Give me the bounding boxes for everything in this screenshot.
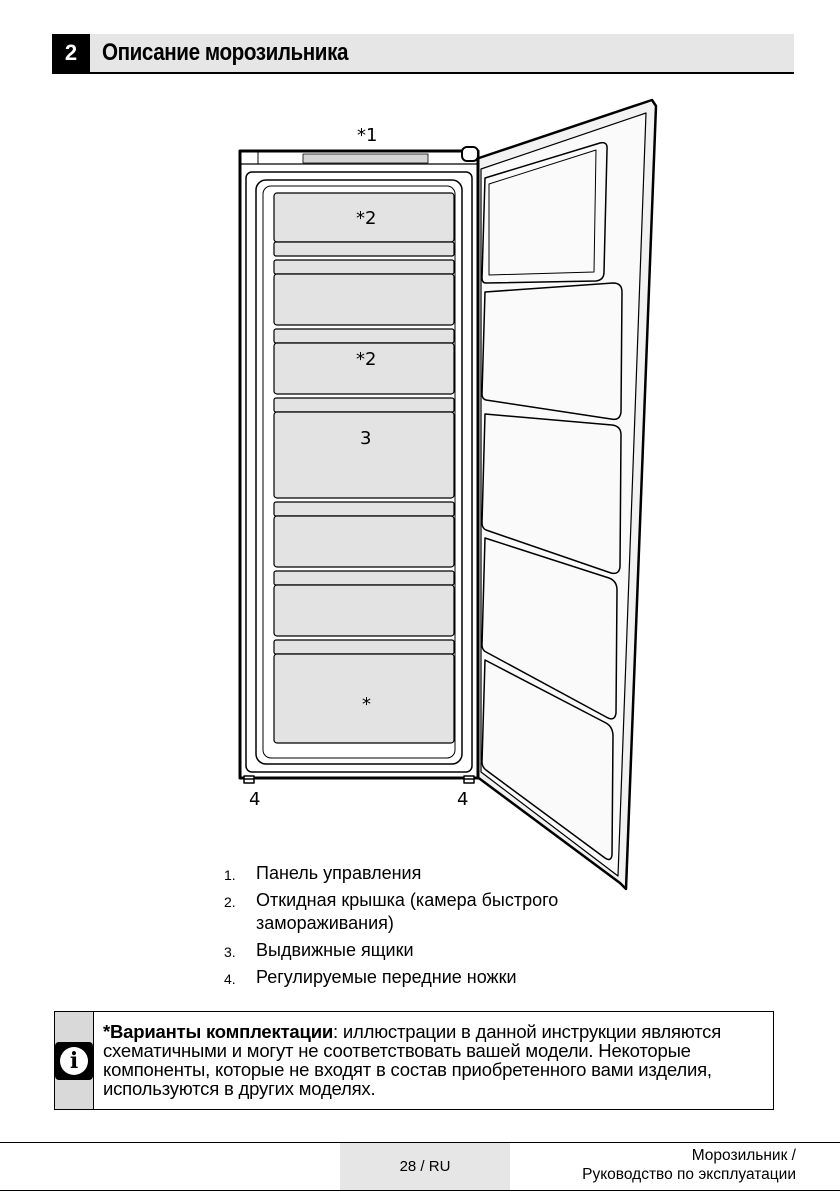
item-text: Регулируемые передние ножки	[256, 967, 517, 987]
footer-bottom-line	[0, 1190, 840, 1191]
item-number: 1.	[224, 867, 236, 883]
item-number: 4.	[224, 971, 236, 987]
label-flap-top: *2	[356, 208, 377, 229]
parts-list	[224, 862, 656, 993]
label-foot-left: 4	[249, 789, 261, 810]
footer-title-line2: Руководство по эксплуатации	[582, 1166, 796, 1183]
info-icon	[55, 1042, 93, 1080]
section-title: Описание морозильника	[102, 39, 349, 66]
info-icon-cell	[55, 1012, 94, 1109]
item-text: Откидная крышка (камера быстрого замораживания)	[256, 890, 559, 933]
list-item	[224, 889, 656, 935]
item-number: 3.	[224, 944, 236, 960]
label-bottom-drawer: *	[362, 694, 371, 715]
footer-title-line1: Морозильник /	[691, 1147, 796, 1164]
label-foot-right: 4	[457, 789, 469, 810]
label-flap-mid: *2	[356, 349, 377, 370]
item-number: 2.	[224, 894, 236, 910]
page-number: 28 / RU	[340, 1143, 510, 1190]
item-text: Панель управления	[256, 863, 422, 883]
info-icon-glyph: i	[60, 1047, 88, 1075]
list-item	[224, 939, 656, 962]
info-body: : иллюстрации в данной инструкции являются схематичными и могут не соответствовать вашей модели. Некоторые компоненты, которые не входят в состав приобретенного вами изделия, используются в других моделях.	[103, 1021, 722, 1099]
item-text: Выдвижные ящики	[256, 940, 414, 960]
info-text	[94, 1012, 773, 1109]
footer-title	[582, 1146, 796, 1184]
label-control-panel: *1	[357, 125, 378, 146]
section-number: 2	[52, 34, 90, 72]
list-item	[224, 862, 656, 885]
info-note	[54, 1011, 774, 1110]
label-drawers: 3	[360, 428, 372, 449]
list-item	[224, 966, 656, 989]
info-title: *Варианты комплектации	[103, 1021, 334, 1042]
